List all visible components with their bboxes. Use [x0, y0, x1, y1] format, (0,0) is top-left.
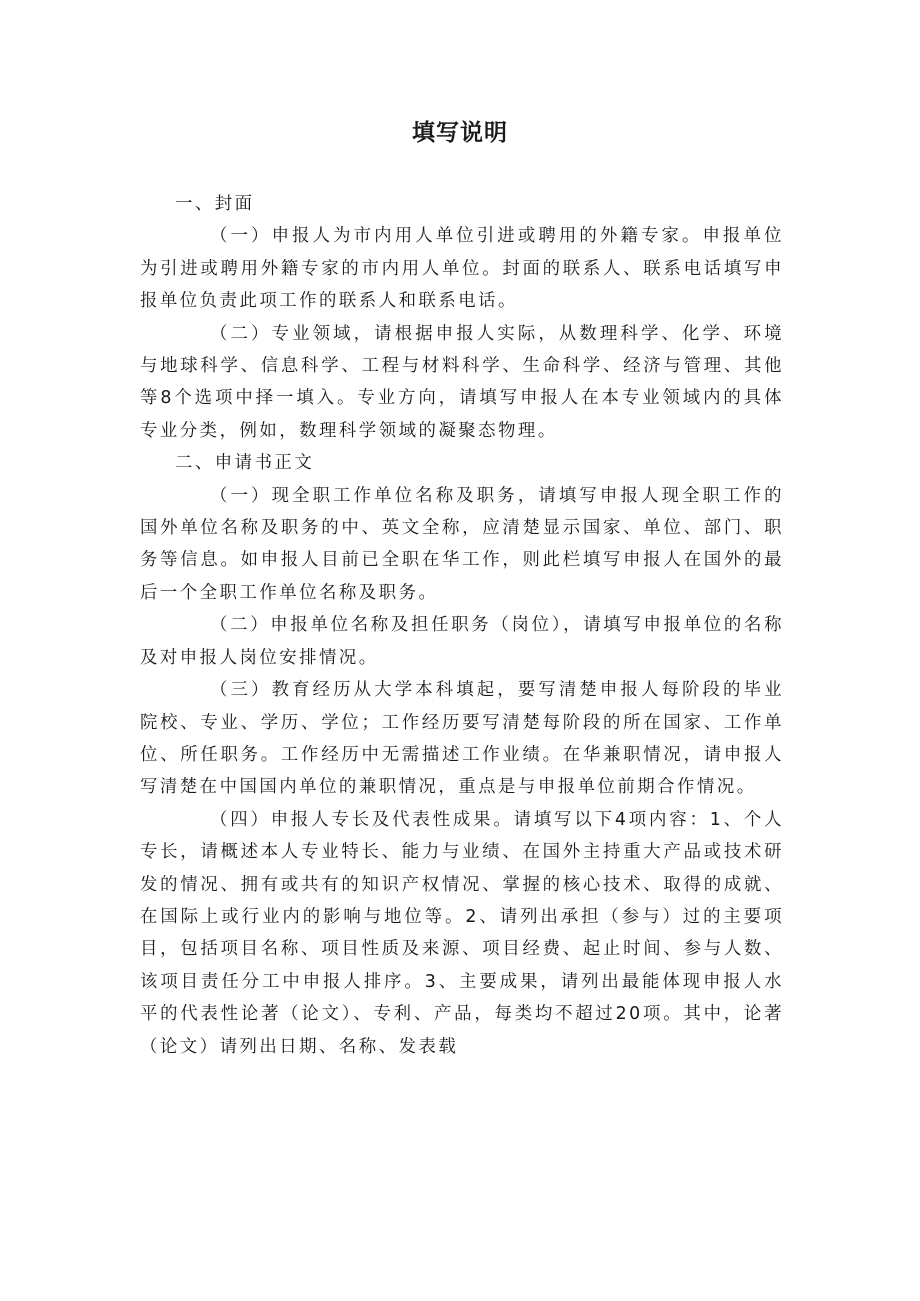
paragraph-education-work: （三）教育经历从大学本科填起，要写清楚申报人每阶段的毕业院校、专业、学历、学位；工作经历要写清楚每阶段的所在国家、工作单位、所任职务。工作经历中无需描述工作业绩。在华兼职情况，请申报人写清楚在中国国内单位的兼职情况，重点是与申报单位前期合作情况。	[140, 680, 784, 798]
paragraph-applying-unit: （二）申报单位名称及担任职务（岗位），请填写申报单位的名称及对申报人岗位安排情况。	[140, 615, 784, 668]
paragraph-cover-field: （二）专业领域，请根据申报人实际，从数理科学、化学、环境与地球科学、信息科学、工程与材料科学、生命科学、经济与管理、其他等8个选项中择一填入。专业方向，请填写申报人在本专业领域内的具体专业分类，例如，数理科学领域的凝聚态物理。	[140, 323, 784, 441]
page-title: 填写说明	[412, 120, 508, 146]
paragraph-current-employer: （一）现全职工作单位名称及职务，请填写申报人现全职工作的国外单位名称及职务的中、英文全称，应清楚显示国家、单位、部门、职务等信息。如申报人目前已全职在华工作，则此栏填写申报人在国外的最后一个全职工作单位名称及职务。	[140, 485, 784, 603]
document-body	[140, 188, 784, 1063]
paragraph-cover-applicant: （一）申报人为市内用人单位引进或聘用的外籍专家。申报单位为引进或聘用外籍专家的市内用人单位。封面的联系人、联系电话填写申报单位负责此项工作的联系人和联系电话。	[140, 226, 784, 312]
paragraph-expertise-achievements: （四）申报人专长及代表性成果。请填写以下4项内容：1、个人专长，请概述本人专业特长、能力与业绩、在国外主持重大产品或技术研发的情况、拥有或共有的知识产权情况、掌握的核心技术、取得的成就、在国际上或行业内的影响与地位等。2、请列出承担（参与）过的主要项目，包括项目名称、项目性质及来源、项目经费、起止时间、参与人数、该项目责任分工中申报人排序。3、主要成果，请列出最能体现申报人水平的代表性论著（论文）、专利、产品，每类均不超过20项。其中，论著（论文）请列出日期、名称、发表载	[140, 809, 784, 1057]
section-heading-main-body: 二、申请书正文	[175, 453, 315, 474]
section-heading-cover: 一、封面	[175, 194, 255, 214]
